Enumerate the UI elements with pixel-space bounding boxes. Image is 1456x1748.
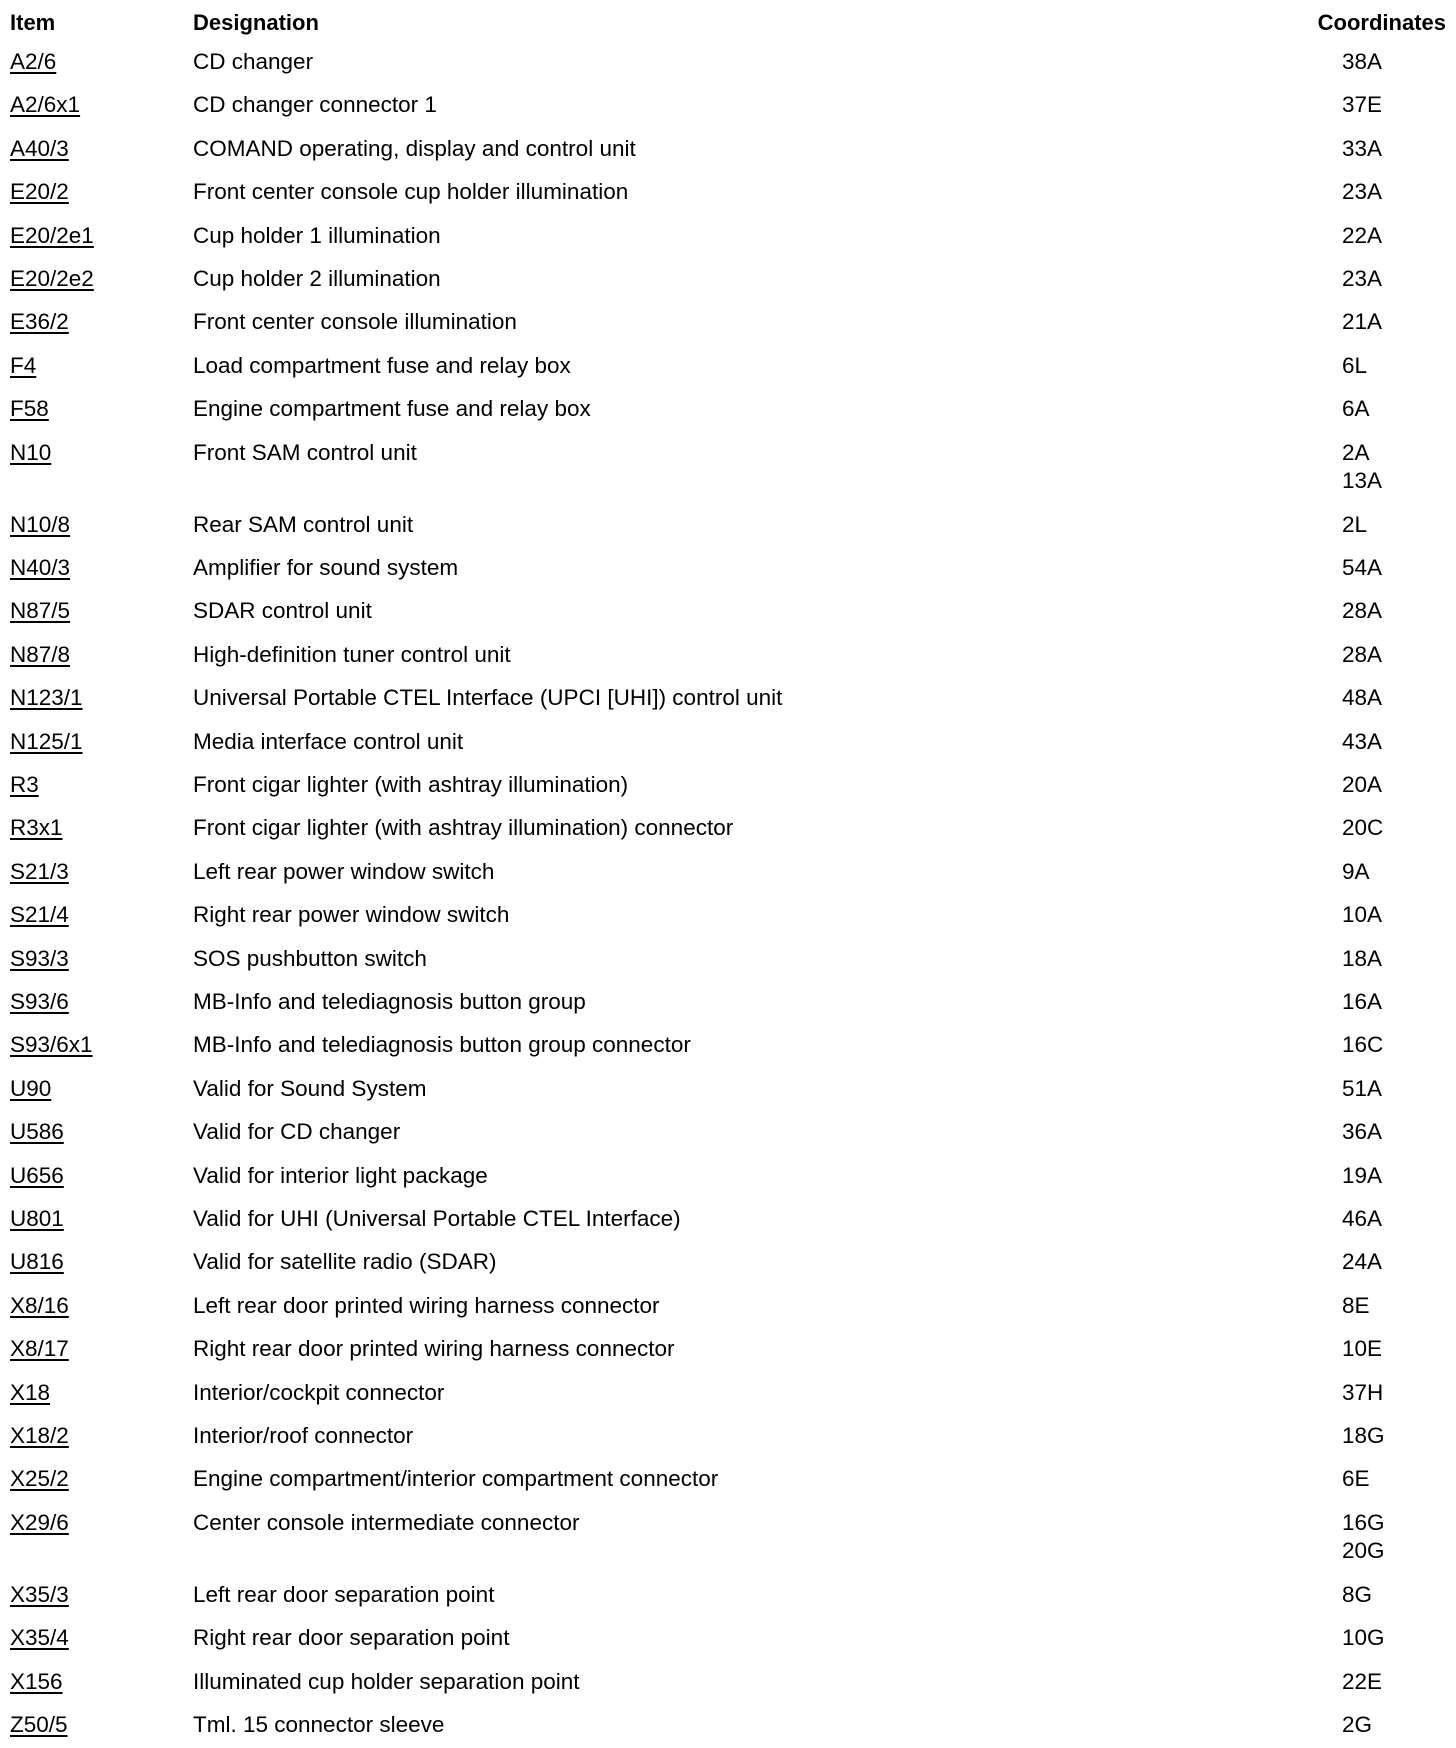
designation-text: Front center console illumination [193,309,517,335]
coordinates-cell [1342,858,1370,886]
table-row [10,1329,1446,1372]
coordinate-value: 2A [1342,439,1370,465]
item-link[interactable]: F58 [10,396,49,422]
designation-text: Left rear power window switch [193,858,495,884]
coordinates-cell [1342,135,1382,163]
item-link[interactable]: R3x1 [10,815,63,841]
coordinates-cell [1342,554,1382,582]
item-link[interactable]: U586 [10,1119,64,1145]
component-legend-table [10,6,1446,1748]
designation-text: MB-Info and telediagnosis button group [193,989,586,1014]
table-row [10,389,1446,432]
coordinates-cell [1342,641,1382,669]
coordinate-value: 2G [1342,1712,1373,1738]
item-link[interactable]: E20/2 [10,179,69,205]
designation-text: Interior/roof connector [193,1422,414,1448]
designation-text: Valid for satellite radio (SDAR) [193,1249,497,1275]
table-row [10,505,1446,548]
item-link[interactable]: F4 [10,352,37,378]
table-row [10,1575,1446,1618]
coordinates-cell [1342,439,1382,495]
table-row [10,433,1446,505]
table-row [10,259,1446,302]
item-link[interactable]: N87/8 [10,641,71,667]
coordinate-value: 20C [1342,815,1384,841]
coordinate-value: 37H [1342,1379,1384,1405]
coordinates-cell [1342,901,1382,929]
coordinate-value: 10E [1342,1336,1383,1362]
table-row [10,678,1446,721]
table-row [10,1705,1446,1748]
coordinate-value: 23A [1342,265,1383,291]
designation-text: Center console intermediate connector [193,1509,580,1535]
table-row [10,1503,1446,1575]
coordinate-value: 13A [1342,467,1383,493]
coordinates-cell [1342,684,1382,712]
item-link[interactable]: U801 [10,1205,64,1231]
designation-text: Interior/cockpit connector [193,1379,445,1405]
table-row [10,765,1446,808]
item-link[interactable]: N10/8 [10,511,71,537]
designation-text: Front center console cup holder illumination [193,179,629,205]
designation-text: Media interface control unit [193,728,464,754]
table-row [10,1618,1446,1661]
item-link[interactable]: X8/16 [10,1292,69,1318]
coordinates-cell [1342,1422,1385,1450]
coordinate-value: 2L [1342,511,1368,537]
coordinate-value: 54A [1342,555,1383,581]
coordinates-cell [1342,1509,1385,1565]
coordinate-value: 10G [1342,1625,1385,1651]
table-row [10,1662,1446,1705]
item-link[interactable]: X8/17 [10,1336,69,1362]
table-body [10,42,1446,1748]
table-row [10,982,1446,1025]
coordinate-value: 46A [1342,1205,1383,1231]
coordinates-cell [1342,48,1382,76]
coordinate-value: 23A [1342,179,1383,205]
designation-text: Right rear door printed wiring harness connector [193,1336,675,1362]
table-row [10,895,1446,938]
table-row [10,85,1446,128]
item-link[interactable]: X18 [10,1379,51,1405]
coordinates-cell [1342,1465,1370,1493]
coordinates-cell [1342,352,1367,380]
coordinate-value: 10A [1342,902,1383,928]
table-row [10,1373,1446,1416]
item-link[interactable]: X18/2 [10,1422,69,1448]
coordinate-value: 6L [1342,352,1368,378]
coordinates-cell [1342,728,1382,756]
table-row [10,1156,1446,1199]
item-link[interactable]: Z50/5 [10,1712,68,1738]
table-row [10,302,1446,345]
coordinates-cell [1342,1118,1382,1146]
item-link[interactable]: X35/3 [10,1581,69,1607]
table-row [10,216,1446,259]
coordinates-cell [1342,395,1370,423]
item-link[interactable]: E36/2 [10,309,69,335]
coordinate-value: 8E [1342,1292,1370,1318]
coordinate-value: 22E [1342,1668,1383,1694]
coordinate-value: 19A [1342,1162,1383,1188]
coordinate-value: 24A [1342,1249,1383,1275]
coordinate-value: 43A [1342,728,1383,754]
coordinates-cell [1342,511,1367,539]
designation-text: Cup holder 2 illumination [193,265,441,291]
table-row [10,346,1446,389]
coordinates-cell [1342,945,1382,973]
item-link[interactable]: X29/6 [10,1509,69,1535]
coordinate-value: 16A [1342,989,1383,1014]
designation-text: Front cigar lighter (with ashtray illumination) [193,772,629,798]
coordinates-cell [1342,771,1382,799]
item-link[interactable]: N40/3 [10,555,71,581]
coordinates-cell [1342,988,1382,1016]
coordinates-cell [1342,1162,1382,1190]
item-link[interactable]: X25/2 [10,1466,69,1492]
item-link[interactable]: A2/6 [10,49,57,74]
coordinates-cell [1342,222,1382,250]
coordinate-value: 20A [1342,772,1383,798]
coordinates-cell [1342,1668,1382,1696]
coordinate-value: 20G [1342,1537,1385,1563]
column-header-coordinates: Coordinates [1317,10,1446,35]
coordinate-value: 6A [1342,396,1370,422]
coordinates-cell [1342,1624,1385,1652]
designation-text: Front cigar lighter (with ashtray illumination) connector [193,815,734,841]
coordinates-cell [1342,308,1382,336]
designation-text: Illuminated cup holder separation point [193,1668,580,1694]
item-link[interactable]: S93/6x1 [10,1032,93,1058]
item-link[interactable]: X156 [10,1668,63,1694]
coordinates-cell [1342,1581,1372,1609]
coordinates-cell [1342,1379,1383,1407]
item-link[interactable]: E20/2e2 [10,265,94,291]
designation-text: Valid for Sound System [193,1075,427,1101]
coordinates-cell [1342,178,1382,206]
table-row [10,129,1446,172]
coordinate-value: 8G [1342,1581,1373,1607]
coordinate-value: 48A [1342,685,1383,711]
item-link[interactable]: E20/2e1 [10,222,94,248]
column-header-designation: Designation [193,10,319,35]
item-link[interactable]: S93/6 [10,989,69,1014]
coordinates-cell [1342,91,1382,119]
coordinate-value: 16C [1342,1032,1384,1058]
designation-text: Cup holder 1 illumination [193,222,441,248]
item-link[interactable]: U816 [10,1249,64,1275]
table-header-row [10,6,1446,42]
designation-text: High-definition tuner control unit [193,641,511,667]
table-row [10,852,1446,895]
designation-text: Right rear door separation point [193,1625,510,1651]
table-row [10,1069,1446,1112]
table-row [10,172,1446,215]
table-row [10,1459,1446,1502]
coordinate-value: 37E [1342,92,1383,118]
table-row [10,1025,1446,1068]
item-link[interactable]: U656 [10,1162,64,1188]
coordinate-value: 18A [1342,945,1383,971]
table-row [10,1112,1446,1155]
table-row [10,1242,1446,1285]
designation-text: Valid for interior light package [193,1162,488,1188]
coordinate-value: 18G [1342,1422,1385,1448]
table-row [10,42,1446,85]
designation-text: Valid for CD changer [193,1119,401,1145]
table-row [10,722,1446,765]
designation-text: CD changer connector 1 [193,92,437,118]
item-link[interactable]: X35/4 [10,1625,69,1651]
coordinate-value: 38A [1342,49,1383,74]
table-row [10,1286,1446,1329]
designation-text: SDAR control unit [193,598,372,624]
coordinates-cell [1342,814,1383,842]
coordinates-cell [1342,1075,1382,1103]
coordinates-cell [1342,265,1382,293]
coordinate-value: 36A [1342,1119,1383,1145]
coordinate-value: 51A [1342,1075,1383,1101]
table-row [10,1199,1446,1242]
coordinate-value: 28A [1342,598,1383,624]
designation-text: Amplifier for sound system [193,555,459,581]
coordinate-value: 9A [1342,858,1370,884]
column-header-item: Item [10,10,56,35]
designation-text: Engine compartment/interior compartment connector [193,1466,719,1492]
coordinate-value: 33A [1342,135,1383,161]
designation-text: COMAND operating, display and control unit [193,135,636,161]
designation-text: Right rear power window switch [193,902,510,928]
item-link[interactable]: N87/5 [10,598,71,624]
coordinates-cell [1342,1031,1383,1059]
coordinates-cell [1342,1292,1370,1320]
designation-text: SOS pushbutton switch [193,945,427,971]
table-row [10,548,1446,591]
table-row [10,635,1446,678]
designation-text: CD changer [193,49,314,74]
coordinates-cell [1342,1711,1372,1739]
item-link[interactable]: S21/3 [10,858,69,884]
item-link[interactable]: N125/1 [10,728,83,754]
item-link[interactable]: N123/1 [10,685,83,711]
designation-text: Universal Portable CTEL Interface (UPCI [UHI]) control unit [193,685,783,711]
item-link[interactable]: U90 [10,1075,52,1101]
table-row [10,939,1446,982]
coordinates-cell [1342,597,1382,625]
coordinates-cell [1342,1335,1382,1363]
designation-text: Load compartment fuse and relay box [193,352,571,378]
coordinate-value: 21A [1342,309,1383,335]
designation-text: Tml. 15 connector sleeve [193,1712,445,1738]
coordinate-value: 6E [1342,1466,1370,1492]
designation-text: MB-Info and telediagnosis button group connector [193,1032,691,1058]
coordinates-cell [1342,1248,1382,1276]
item-link[interactable]: N10 [10,439,52,465]
designation-text: Rear SAM control unit [193,511,414,537]
table-row [10,808,1446,851]
table-row [10,591,1446,634]
table-row [10,1416,1446,1459]
designation-text: Front SAM control unit [193,439,417,465]
item-link[interactable]: A2/6x1 [10,92,81,118]
designation-text: Engine compartment fuse and relay box [193,396,591,422]
coordinate-value: 16G [1342,1509,1385,1535]
coordinate-value: 28A [1342,641,1383,667]
designation-text: Left rear door separation point [193,1581,495,1607]
item-link[interactable]: S21/4 [10,902,69,928]
designation-text: Left rear door printed wiring harness connector [193,1292,660,1318]
coordinates-cell [1342,1205,1382,1233]
item-link[interactable]: S93/3 [10,945,69,971]
designation-text: Valid for UHI (Universal Portable CTEL Interface) [193,1205,681,1231]
coordinate-value: 22A [1342,222,1383,248]
item-link[interactable]: A40/3 [10,135,69,161]
item-link[interactable]: R3 [10,772,39,798]
